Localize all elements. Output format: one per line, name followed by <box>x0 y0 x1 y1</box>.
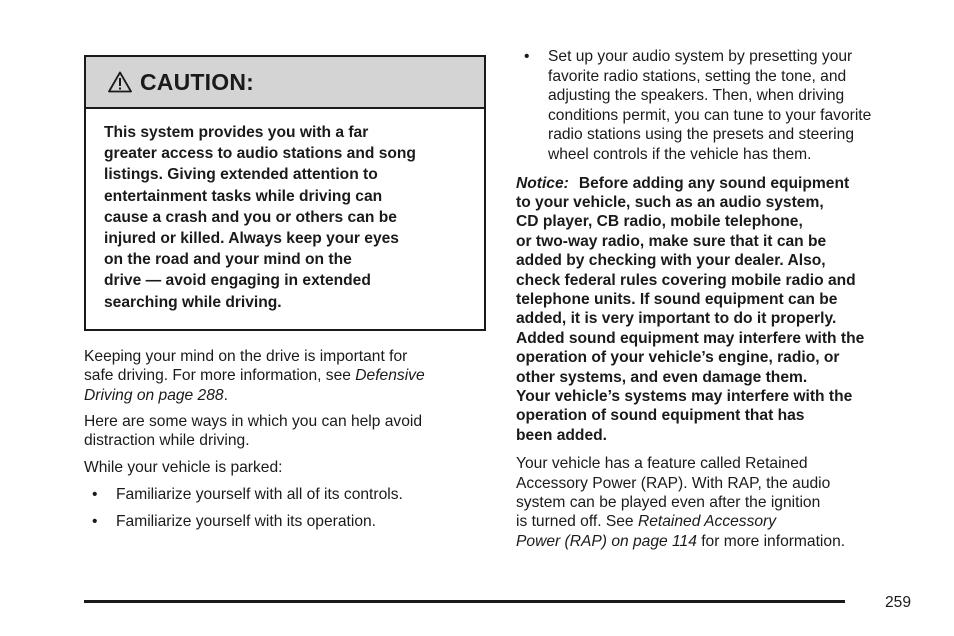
text-line: adjusting the speakers. Then, when driving <box>548 87 845 105</box>
text-line: safe driving. For more information, see <box>84 367 356 385</box>
text-line: Accessory Power (RAP). With RAP, the audio <box>516 474 831 492</box>
notice-label: Notice: <box>516 174 569 192</box>
caution-line: entertainment tasks while driving can <box>104 187 383 205</box>
text-line: wheel controls if the vehicle has them. <box>548 145 812 163</box>
paragraph-mind-on-drive <box>84 347 486 405</box>
footer-rule <box>84 600 845 603</box>
text-line: radio stations using the presets and steering <box>548 126 854 144</box>
text-line: distraction while driving. <box>84 432 250 450</box>
text-line: Your vehicle’s systems may interfere with the <box>516 388 853 406</box>
caution-line: cause a crash and you or others can be <box>104 208 397 226</box>
text-line: or two-way radio, make sure that it can be <box>516 232 827 250</box>
caution-line: searching while driving. <box>104 293 282 311</box>
caution-line: injured or killed. Always keep your eyes <box>104 230 399 248</box>
text-line: operation of your vehicle’s engine, radio, or <box>516 349 840 367</box>
text-line: . <box>223 386 228 404</box>
page-number: 259 <box>885 594 912 611</box>
caution-box <box>84 55 486 331</box>
text-line: system can be played even after the ignition <box>516 494 821 512</box>
caution-line: drive — avoid engaging in extended <box>104 272 371 290</box>
text-line: added by checking with your dealer. Also, <box>516 252 826 270</box>
caution-line: greater access to audio stations and song <box>104 145 416 163</box>
cross-reference-link[interactable]: Retained Accessory <box>637 513 777 531</box>
list-item-text: Familiarize yourself with all of its controls. <box>116 486 403 504</box>
text-line: CD player, CB radio, mobile telephone, <box>516 213 803 231</box>
paragraph-avoid-distraction <box>84 412 486 451</box>
text-line: telephone units. If sound equipment can be <box>516 291 838 308</box>
caution-title: CAUTION: <box>140 68 255 95</box>
text-line: for more information. <box>696 532 846 550</box>
list-item <box>84 485 486 504</box>
text-line: to your vehicle, such as an audio system, <box>516 193 824 211</box>
list-item <box>84 512 486 531</box>
text-line: added, it is very important to do it properly. <box>516 310 837 328</box>
right-column <box>516 47 926 551</box>
paragraph-while-parked: While your vehicle is parked: <box>84 458 283 476</box>
text-line: been added. <box>516 426 607 444</box>
cross-reference-link[interactable]: Power (RAP) on page 114 <box>516 532 697 550</box>
text-line: Added sound equipment may interfere with the <box>516 329 865 347</box>
text-line: Before adding any sound equipment <box>578 174 850 192</box>
list-item <box>516 47 926 165</box>
text-line: Here are some ways in which you can help avoid <box>84 413 423 431</box>
text-line: Set up your audio system by presetting your <box>548 48 853 65</box>
bullet-icon: • <box>92 486 98 504</box>
caution-line: This system provides you with a far <box>104 124 369 141</box>
text-line: operation of sound equipment that has <box>516 407 805 425</box>
list-item-text: Familiarize yourself with its operation. <box>116 512 376 530</box>
left-column <box>84 55 486 538</box>
text-line: Your vehicle has a feature called Retained <box>516 455 808 473</box>
text-line: Keeping your mind on the drive is important for <box>84 347 408 365</box>
text-line: favorite radio stations, setting the tone, and <box>548 67 847 85</box>
caution-header <box>86 57 484 109</box>
notice-block <box>516 174 926 446</box>
caution-text <box>86 109 484 329</box>
caution-line: listings. Giving extended attention to <box>104 166 378 184</box>
text-line: is turned off. See <box>516 513 638 531</box>
text-line: check federal rules covering mobile radio and <box>516 271 856 289</box>
bullet-icon: • <box>524 48 530 65</box>
cross-reference-link[interactable]: Driving on page 288 <box>84 386 224 404</box>
caution-line: on the road and your mind on the <box>104 251 352 269</box>
text-line: conditions permit, you can tune to your favorite <box>548 106 872 124</box>
cross-reference-link[interactable]: Defensive <box>355 367 425 385</box>
bullet-list-parked <box>84 485 486 531</box>
bullet-list-audio-setup <box>516 47 926 165</box>
text-line: other systems, and even damage them. <box>516 368 808 386</box>
paragraph-rap <box>516 454 926 551</box>
bullet-icon: • <box>92 512 98 530</box>
warning-triangle-icon <box>108 71 132 93</box>
